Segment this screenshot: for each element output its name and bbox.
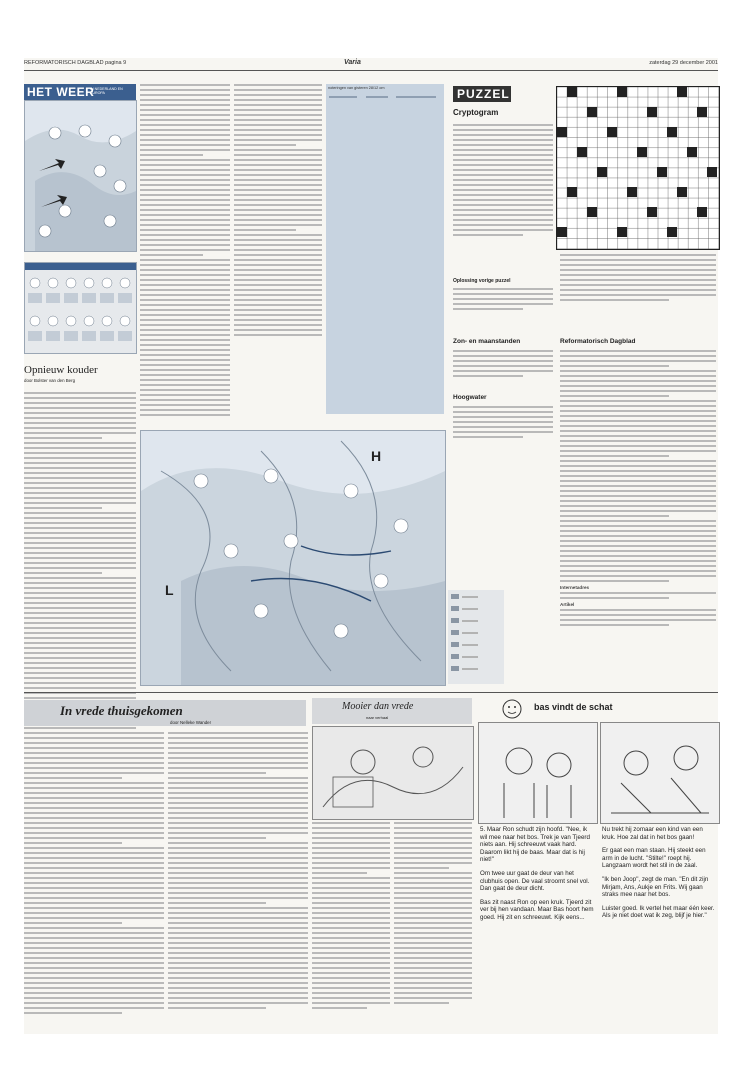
paper-info-title: Reformatorisch Dagblad bbox=[560, 338, 636, 345]
header-left: REFORMATORISCH DAGBLAD pagina 9 bbox=[24, 60, 127, 66]
weather-byline: door Bolster van den Berg bbox=[24, 378, 76, 383]
comic2-caption4: Nu trekt hij zomaar een kind van een kruk. Hoe zal dat in het bos gaan! bbox=[602, 826, 703, 841]
comic2-text-col1 bbox=[480, 826, 594, 1022]
comic2-caption7: Luister goed. Ik vertel het maar één keer. Als je niet doet wat ik zeg, blijf je hier." bbox=[602, 904, 715, 920]
weather-article-body bbox=[24, 392, 136, 734]
weather-map-large bbox=[140, 430, 446, 686]
weather-text-col1 bbox=[140, 84, 230, 424]
puzzle-logo-text: PUZZEL bbox=[457, 87, 510, 101]
comic2-caption2: Om twee uur gaat de deur van het clubhuis open. De vaal stroomt snel vol. Dan gaat de deur dicht. bbox=[480, 869, 590, 893]
header-date: zaterdag 29 december 2001 bbox=[649, 60, 718, 66]
crossword-grid-svg bbox=[557, 87, 719, 249]
comic1-drawing bbox=[313, 727, 473, 819]
comic2-panel2-drawing bbox=[601, 723, 719, 823]
sun-moon-title-box bbox=[453, 338, 553, 348]
tides-title-box bbox=[453, 394, 553, 404]
paper-info-body bbox=[560, 350, 716, 680]
map-legend-svg bbox=[448, 590, 504, 684]
comic2-caption3: Bas zit naast Ron op een kruk. Tjeerd zit ver bij hen vandaan. Maar Bas hoort hem goed. Hij zit en schreeuwt. Kijk eens... bbox=[480, 898, 594, 921]
story-header bbox=[60, 703, 280, 725]
comic1-credit: naar verhaal bbox=[366, 715, 389, 720]
puzzle-solution-title: Oplossing vorige puzzel bbox=[453, 278, 511, 284]
weather-logo bbox=[24, 84, 136, 100]
high-pressure-mark: H bbox=[371, 448, 382, 464]
paper-info-sub: Internetadres bbox=[560, 585, 590, 590]
comic2-panel1 bbox=[478, 722, 598, 824]
comic2-mascot-icon bbox=[498, 698, 538, 720]
comic2-panel2 bbox=[600, 722, 720, 824]
comic2-caption5: Er gaat een man staan. Hij steekt een arm in de lucht. "Stilte!" roept hij. Langzaam wordt het stil in de zaal. bbox=[602, 847, 706, 870]
temps-table bbox=[326, 84, 444, 414]
story-title: In vrede thuisgekomen bbox=[60, 703, 183, 718]
weather-map-large-svg bbox=[141, 431, 445, 685]
temps-table-rows bbox=[326, 92, 444, 408]
puzzle-solution bbox=[453, 288, 553, 328]
comic1-col2 bbox=[394, 822, 472, 1022]
comic2-panel1-drawing bbox=[479, 723, 597, 823]
comic1-image bbox=[312, 726, 474, 820]
story-byline: door Nelleke Wander bbox=[170, 720, 212, 725]
puzzle-clues bbox=[453, 124, 553, 274]
tides-body bbox=[453, 406, 553, 454]
section-title: Varia bbox=[344, 59, 361, 66]
comic2-title: bas vindt de schat bbox=[534, 702, 613, 712]
comic2-caption6: "Ik ben Joop", zegt de man. "En dit zijn Mirjam, Ans, Aukje en Frits. Wij gaan straks mee naar het bos. bbox=[602, 875, 709, 899]
page-header bbox=[24, 58, 718, 68]
weather-headline: Opnieuw kouder bbox=[24, 364, 98, 376]
puzzle-title-box bbox=[453, 108, 553, 124]
comic1-title: Mooier dan vrede bbox=[342, 701, 414, 712]
paper-info-sub2: Artikel bbox=[560, 602, 575, 607]
forecast-strip bbox=[24, 262, 137, 354]
story-col1 bbox=[24, 732, 164, 1022]
comic2-header bbox=[478, 698, 718, 720]
comic2-caption1: 5. Maar Ron schudt zijn hoofd. "Nee, ik wil mee naar het bos. Trek je van Tjeerd niets aan. Hij schreeuwt vaak hard. Daarom likt hij de baas. Maar dat is hij niet!" bbox=[480, 826, 590, 864]
section-divider bbox=[24, 692, 718, 693]
weather-article-head bbox=[24, 364, 139, 386]
story-col2 bbox=[168, 732, 308, 1022]
crossword-clues bbox=[560, 254, 716, 324]
low-pressure-mark: L bbox=[165, 582, 174, 598]
sun-moon-title: Zon- en maanstanden bbox=[453, 338, 521, 345]
header-rule bbox=[24, 70, 718, 71]
tides-title: Hoogwater bbox=[453, 394, 487, 401]
weather-map-small bbox=[24, 100, 137, 252]
puzzle-title: Cryptogram bbox=[453, 108, 499, 117]
weather-map-small-svg bbox=[25, 101, 136, 251]
weather-logo-text: HET WEER bbox=[27, 85, 95, 99]
comic1-header bbox=[312, 698, 472, 724]
temps-table-title: noteringen van gisteren 28/12 om bbox=[328, 86, 385, 90]
paper-info-title-box bbox=[560, 338, 716, 348]
crossword-grid bbox=[556, 86, 720, 250]
sun-moon-body bbox=[453, 350, 553, 390]
comic2-text-col2 bbox=[602, 826, 716, 1022]
forecast-icons bbox=[25, 263, 136, 353]
map-legend bbox=[448, 590, 504, 684]
puzzle-logo bbox=[453, 86, 511, 102]
comic1-col1 bbox=[312, 822, 390, 1022]
weather-text-col2 bbox=[234, 84, 322, 424]
map-caption bbox=[24, 251, 135, 257]
weather-logo-sub: IN NEDERLAND EN EUROPA bbox=[90, 87, 123, 95]
